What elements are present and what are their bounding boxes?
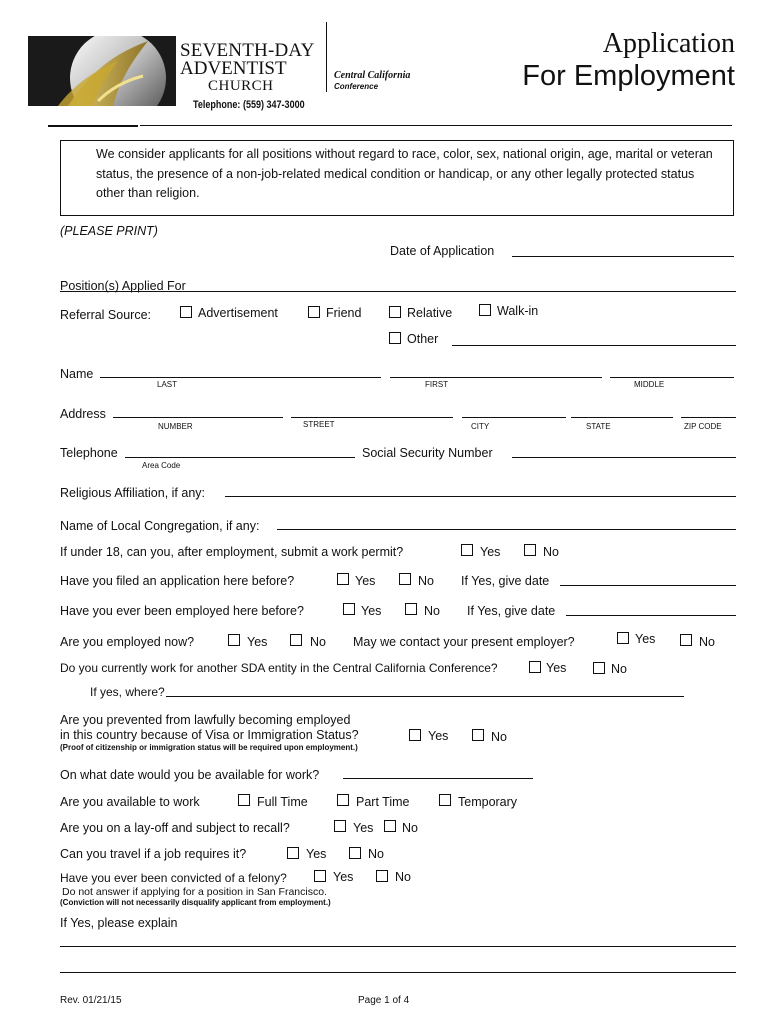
visa-yes-label: Yes [428,729,449,743]
temporary-checkbox[interactable] [439,794,451,806]
travel-yes-checkbox[interactable] [287,847,299,859]
available-date-question: On what date would you be available for work? [60,768,320,782]
sda-entity-no-label: No [611,662,627,676]
referral-advertisement-label: Advertisement [198,306,278,320]
employed-now-yes-checkbox[interactable] [228,634,240,646]
referral-other-label: Other [407,332,439,346]
employed-now-no-checkbox[interactable] [290,634,302,646]
layoff-question: Are you on a lay-off and subject to recall? [60,821,290,835]
employed-now-no-label: No [310,635,326,649]
layoff-yes-checkbox[interactable] [334,820,346,832]
visa-no-label: No [491,730,507,744]
full-time-label: Full Time [257,795,308,809]
contact-employer-no-label: No [699,635,715,649]
felony-note: Do not answer if applying for a position in San Francisco. [62,886,327,898]
available-to-work-question: Are you available to work [60,795,200,809]
filed-before-date-label: If Yes, give date [461,574,550,588]
visa-question-line1: Are you prevented from lawfully becoming employed [60,713,351,727]
name-label: Name [60,367,94,381]
please-print: (PLEASE PRINT) [60,224,158,238]
explain-field-line1[interactable] [60,946,736,947]
referral-label: Referral Source: [60,308,152,322]
layoff-no-label: No [402,821,418,835]
first-name-caption: FIRST [425,380,449,389]
address-street-caption: STREET [303,420,335,429]
visa-no-checkbox[interactable] [472,729,484,741]
filed-before-no-label: No [418,574,434,588]
sda-entity-yes-checkbox[interactable] [529,661,541,673]
middle-name-caption: MIDDLE [634,380,665,389]
referral-other-checkbox[interactable] [389,332,401,344]
travel-yes-label: Yes [306,847,327,861]
org-name-line2: ADVENTIST [180,58,287,79]
filed-before-yes-checkbox[interactable] [337,573,349,585]
telephone-label: Telephone [60,446,118,460]
referral-advertisement-checkbox[interactable] [180,306,192,318]
address-state-field[interactable] [571,417,673,418]
referral-friend-checkbox[interactable] [308,306,320,318]
referral-friend-label: Friend [326,306,362,320]
work-permit-no-label: No [543,545,559,559]
visa-question-line2: in this country because of Visa or Immigration Status? [60,728,359,742]
positions-field[interactable] [60,291,736,292]
telephone-field[interactable] [125,457,355,458]
middle-name-field[interactable] [610,377,734,378]
sda-entity-yes-label: Yes [546,661,567,675]
address-number-field[interactable] [113,417,283,418]
filed-before-date-field[interactable] [560,585,736,586]
form-title-line1: Application [602,28,735,59]
conference-name: Central California [334,70,411,81]
travel-no-label: No [368,847,384,861]
date-of-application-label: Date of Application [390,244,495,258]
temporary-label: Temporary [458,795,518,809]
org-name-line3: CHURCH [208,78,274,94]
header-divider [326,22,327,92]
sda-entity-no-checkbox[interactable] [593,662,605,674]
visa-note: (Proof of citizenship or immigration status will be required upon employment.) [60,743,358,752]
employed-now-question: Are you employed now? [60,635,195,649]
employed-before-date-label: If Yes, give date [467,604,556,618]
full-time-checkbox[interactable] [238,794,250,806]
employed-before-yes-checkbox[interactable] [343,603,355,615]
local-congregation-label: Name of Local Congregation, if any: [60,519,260,533]
explain-field-line2[interactable] [60,972,736,973]
form-title-line2: For Employment [522,60,735,92]
employed-before-date-field[interactable] [566,615,736,616]
contact-employer-yes-checkbox[interactable] [617,632,629,644]
last-name-caption: LAST [157,380,178,389]
header-rule [48,125,138,127]
address-street-field[interactable] [291,417,453,418]
equal-opportunity-notice: We consider applicants for all positions without regard to race, color, sex, national origin, age, marital or veteran status, the presence of a non-job-related medical condition or handicap, or any other legally protected status other than religion. [96,147,713,200]
filed-before-no-checkbox[interactable] [399,573,411,585]
work-permit-no-checkbox[interactable] [524,544,536,556]
referral-other-field[interactable] [452,345,736,346]
area-code-caption: Area Code [142,461,181,470]
referral-relative-label: Relative [407,306,453,320]
employed-before-question: Have you ever been employed here before? [60,604,304,618]
contact-employer-yes-label: Yes [635,632,656,646]
positions-label: Position(s) Applied For [60,279,186,293]
ssn-label: Social Security Number [362,446,493,460]
felony-yes-checkbox[interactable] [314,870,326,882]
conference-label: Conference [334,82,379,91]
layoff-yes-label: Yes [353,821,374,835]
explain-label: If Yes, please explain [60,916,178,930]
address-zip-field[interactable] [681,417,736,418]
church-logo [28,36,176,106]
felony-disclaimer: (Conviction will not necessarily disqualify applicant from employment.) [60,898,331,907]
address-zip-caption: ZIP CODE [684,422,722,431]
part-time-label: Part Time [356,795,410,809]
contact-employer-no-checkbox[interactable] [680,634,692,646]
address-city-caption: CITY [471,422,490,431]
work-permit-question: If under 18, can you, after employment, submit a work permit? [60,545,404,559]
travel-no-checkbox[interactable] [349,847,361,859]
org-name-line1: SEVENTH-DAY [180,40,315,61]
if-yes-where-label: If yes, where? [90,685,165,699]
address-state-caption: STATE [586,422,611,431]
religious-affiliation-label: Religious Affiliation, if any: [60,486,205,500]
part-time-checkbox[interactable] [337,794,349,806]
org-telephone: Telephone: (559) 347-3000 [193,99,305,111]
visa-yes-checkbox[interactable] [409,729,421,741]
employed-before-no-checkbox[interactable] [405,603,417,615]
work-permit-yes-checkbox[interactable] [461,544,473,556]
if-yes-where-field[interactable] [166,696,684,697]
last-name-field[interactable] [100,377,381,378]
felony-no-checkbox[interactable] [376,870,388,882]
travel-question: Can you travel if a job requires it? [60,847,247,861]
referral-relative-checkbox[interactable] [389,306,401,318]
filed-before-yes-label: Yes [355,574,376,588]
referral-walkin-checkbox[interactable] [479,304,491,316]
filed-before-question: Have you filed an application here before? [60,574,295,588]
felony-yes-label: Yes [333,870,354,884]
address-number-caption: NUMBER [158,422,193,431]
date-of-application-field[interactable] [512,256,734,257]
work-permit-yes-label: Yes [480,545,501,559]
contact-employer-question: May we contact your present employer? [353,635,575,649]
revision-date: Rev. 01/21/15 [60,995,122,1006]
employed-before-yes-label: Yes [361,604,382,618]
ssn-field[interactable] [512,457,736,458]
employed-now-yes-label: Yes [247,635,268,649]
local-congregation-field[interactable] [277,529,736,530]
felony-no-label: No [395,870,411,884]
felony-question: Have you ever been convicted of a felony? [60,871,287,885]
religious-affiliation-field[interactable] [225,496,736,497]
address-label: Address [60,407,106,421]
page-number: Page 1 of 4 [358,995,410,1006]
first-name-field[interactable] [390,377,602,378]
address-city-field[interactable] [462,417,566,418]
layoff-no-checkbox[interactable] [384,820,396,832]
header-rule-long [140,125,732,126]
available-date-field[interactable] [343,778,533,779]
referral-walkin-label: Walk-in [497,304,539,318]
sda-entity-question: Do you currently work for another SDA entity in the Central California Conference? [60,661,498,675]
employed-before-no-label: No [424,604,440,618]
